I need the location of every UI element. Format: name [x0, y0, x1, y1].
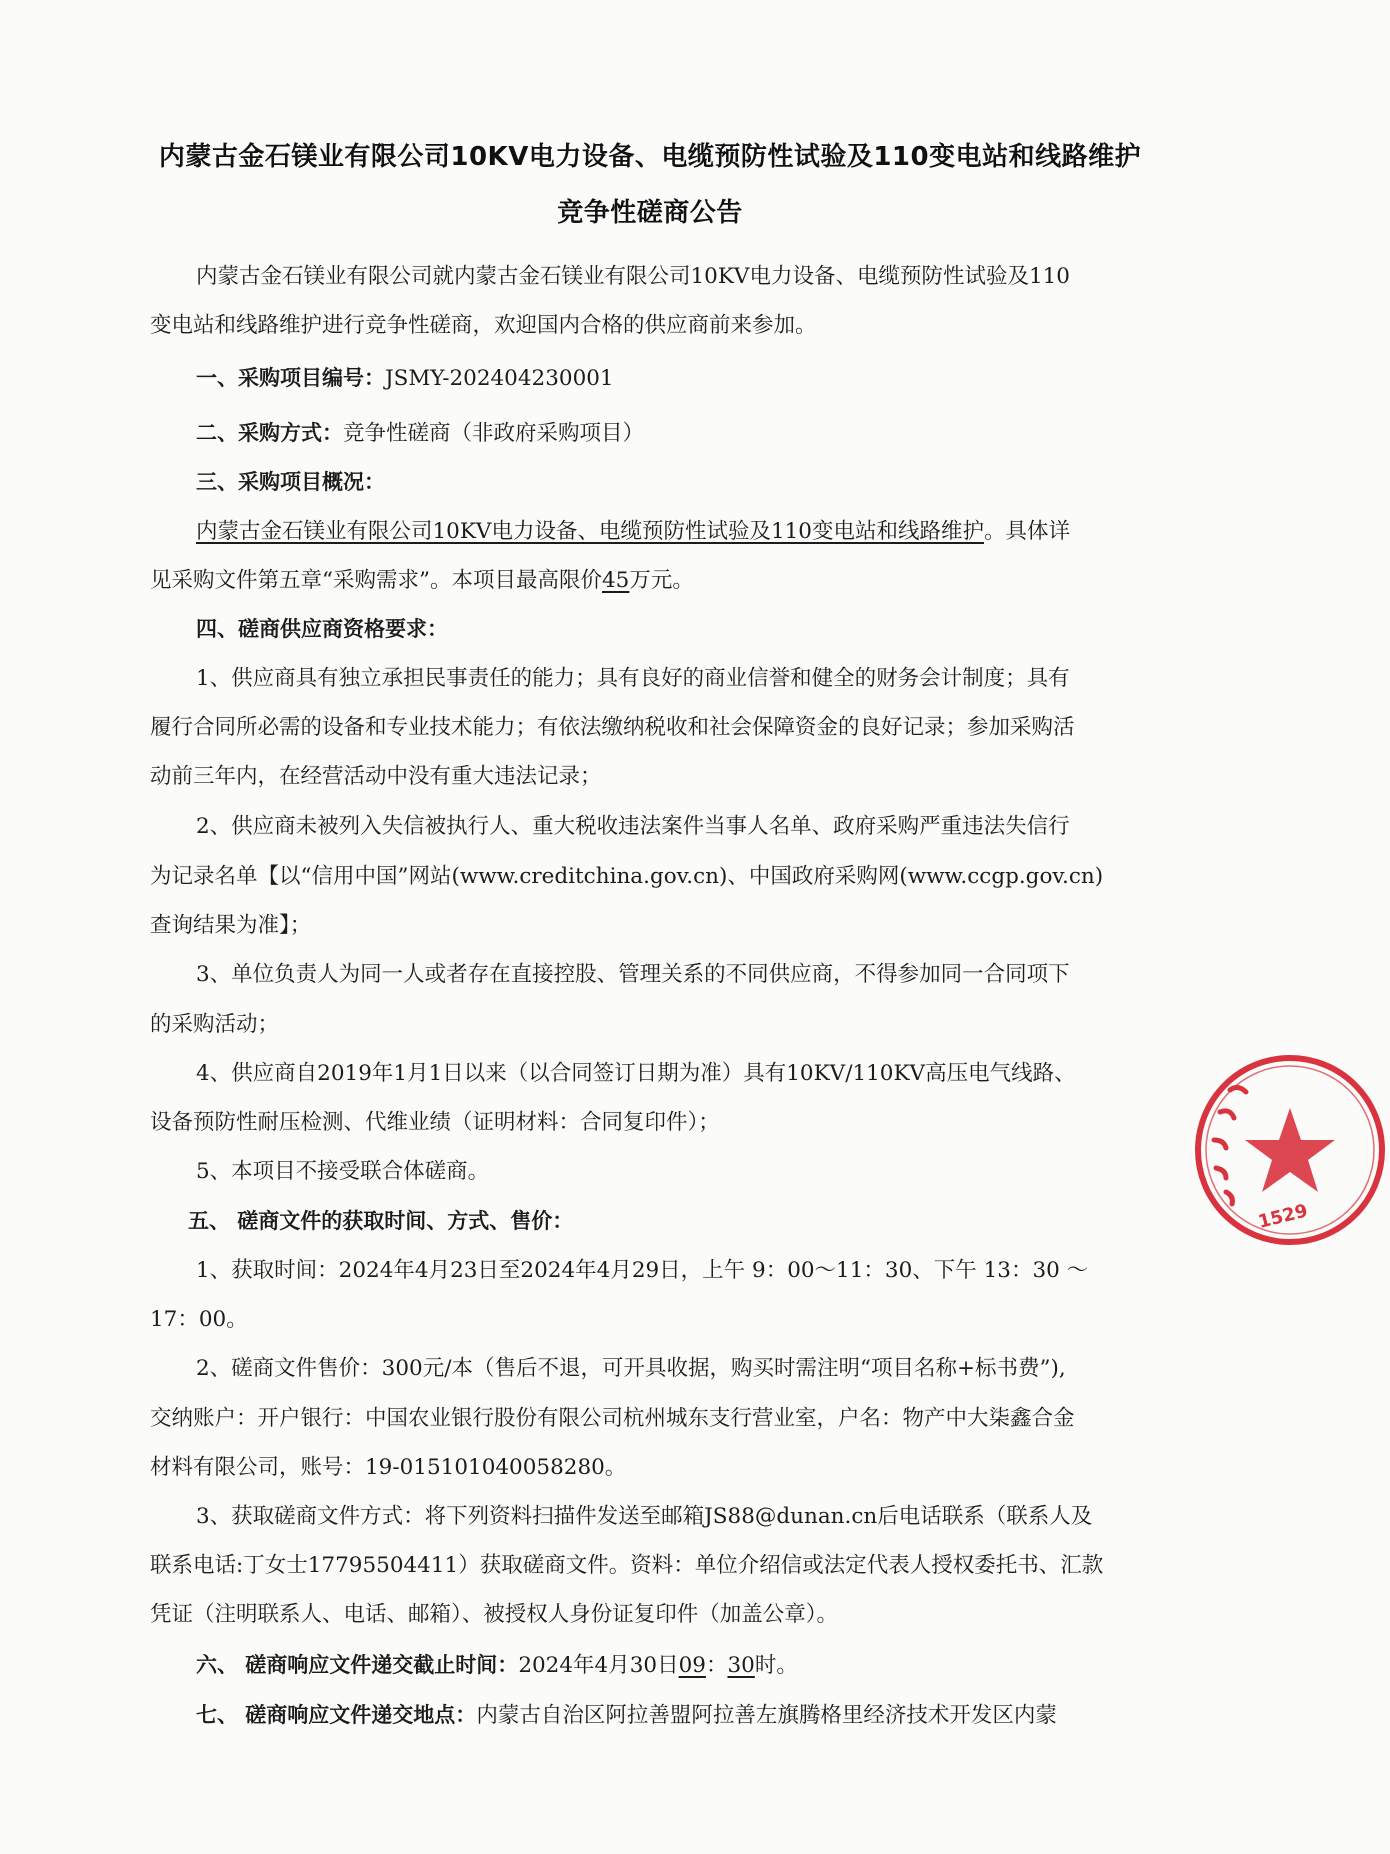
project-number: JSMY-202404230001 [385, 366, 614, 391]
req-5: 5、本项目不接受联合体磋商。 [196, 1159, 490, 1184]
acq-time-line1: 1、获取时间：2024年4月23日至2024年4月29日，上午 9：00～11：30、下午 13：30 ～ [196, 1258, 1089, 1283]
procurement-method: 竞争性磋商（非政府采购项目） [343, 421, 645, 446]
section-3-line2 [150, 566, 1150, 596]
section-1-label: 一、采购项目编号： [196, 366, 385, 390]
deadline-hour: 09 [678, 1653, 706, 1678]
intro-line2: 变电站和线路维护进行竞争性磋商，欢迎国内合格的供应商前来参加。 [150, 313, 817, 338]
section-3-line2-unit: 万元。 [629, 568, 694, 593]
section-2-label: 二、采购方式： [196, 421, 343, 445]
req-1-line2: 履行合同所必需的设备和专业技术能力；有依法缴纳税收和社会保障资金的良好记录；参加采购活 [150, 715, 1075, 740]
req-3-line1: 3、单位负责人为同一人或者存在直接控股、管理关系的不同供应商，不得参加同一合同项下 [196, 962, 1070, 987]
section-7 [196, 1700, 1196, 1731]
section-7-label: 七、 磋商响应文件递交地点： [196, 1703, 477, 1727]
method-line2: 联系电话:丁女士17795504411）获取磋商文件。资料：单位介绍信或法定代表人授权委托书、汇款 [150, 1553, 1104, 1578]
method-line3: 凭证（注明联系人、电话、邮箱）、被授权人身份证复印件（加盖公章）。 [150, 1602, 839, 1627]
req-4-line1: 4、供应商自2019年1月1日以来（以合同签订日期为准）具有10KV/110KV高压电气线路、 [196, 1061, 1076, 1086]
seal-number: 1529 [1256, 1200, 1310, 1233]
price-line3: 材料有限公司，账号：19-015101040058280。 [150, 1455, 627, 1480]
req-3-line2: 的采购活动； [150, 1012, 280, 1037]
price-line1: 2、磋商文件售价：300元/本（售后不退，可开具收据，购买时需注明“项目名称+标书费”), [196, 1356, 1066, 1381]
submission-location: 内蒙古自治区阿拉善盟阿拉善左旗腾格里经济技术开发区内蒙 [476, 1703, 1057, 1728]
company-seal-icon [1190, 1050, 1390, 1250]
section-5-heading: 五、 磋商文件的获取时间、方式、售价： [188, 1209, 574, 1233]
req-2-line3: 查询结果为准】； [150, 913, 312, 938]
document-title-line2: 竞争性磋商公告 [557, 198, 743, 228]
section-3-line2-text: 见采购文件第五章“采购需求”。本项目最高限价 [150, 568, 602, 593]
section-2 [196, 418, 1150, 449]
project-name-underlined: 内蒙古金石镁业有限公司10KV电力设备、电缆预防性试验及110变电站和线路维护 [196, 519, 984, 544]
req-2-line1: 2、供应商未被列入失信被执行人、重大税收违法案件当事人名单、政府采购严重违法失信行 [196, 814, 1070, 839]
deadline-date: 2024年4月30日 [518, 1653, 679, 1678]
section-1 [196, 363, 1150, 394]
req-2-line2: 为记录名单【以“信用中国”网站(www.creditchina.gov.cn)、中国政府采购网(www.ccgp.gov.cn) [150, 864, 1104, 889]
acq-time-line2: 17：00。 [150, 1307, 248, 1332]
section-6-label: 六、 磋商响应文件递交截止时间： [196, 1653, 519, 1677]
req-4-line2: 设备预防性耐压检测、代维业绩（证明材料：合同复印件）； [150, 1110, 720, 1135]
section-4-heading: 四、磋商供应商资格要求： [196, 617, 448, 641]
section-6 [196, 1650, 1196, 1681]
deadline-minute: 30 [727, 1653, 755, 1678]
max-price: 45 [602, 568, 630, 593]
price-line2: 交纳账户：开户银行：中国农业银行股份有限公司杭州城东支行营业室，户名：物产中大柒鑫合金 [150, 1406, 1075, 1431]
section-3-line1-tail: 。具体详 [984, 519, 1071, 544]
intro-line1: 内蒙古金石镁业有限公司就内蒙古金石镁业有限公司10KV电力设备、电缆预防性试验及110 [196, 264, 1070, 289]
req-1-line1: 1、供应商具有独立承担民事责任的能力；具有良好的商业信誉和健全的财务会计制度；具有 [196, 666, 1070, 691]
method-line1: 3、获取磋商文件方式：将下列资料扫描件发送至邮箱JS88@dunan.cn后电话联系（联系人及 [196, 1504, 1093, 1529]
req-1-line3: 动前三年内，在经营活动中没有重大违法记录； [150, 764, 602, 789]
section-3-heading: 三、采购项目概况： [196, 470, 385, 494]
section-3-line1 [196, 517, 1150, 547]
deadline-sep: ： [705, 1653, 728, 1678]
document-title-line1: 内蒙古金石镁业有限公司10KV电力设备、电缆预防性试验及110变电站和线路维护 [158, 142, 1142, 172]
deadline-suffix: 时。 [754, 1653, 798, 1678]
